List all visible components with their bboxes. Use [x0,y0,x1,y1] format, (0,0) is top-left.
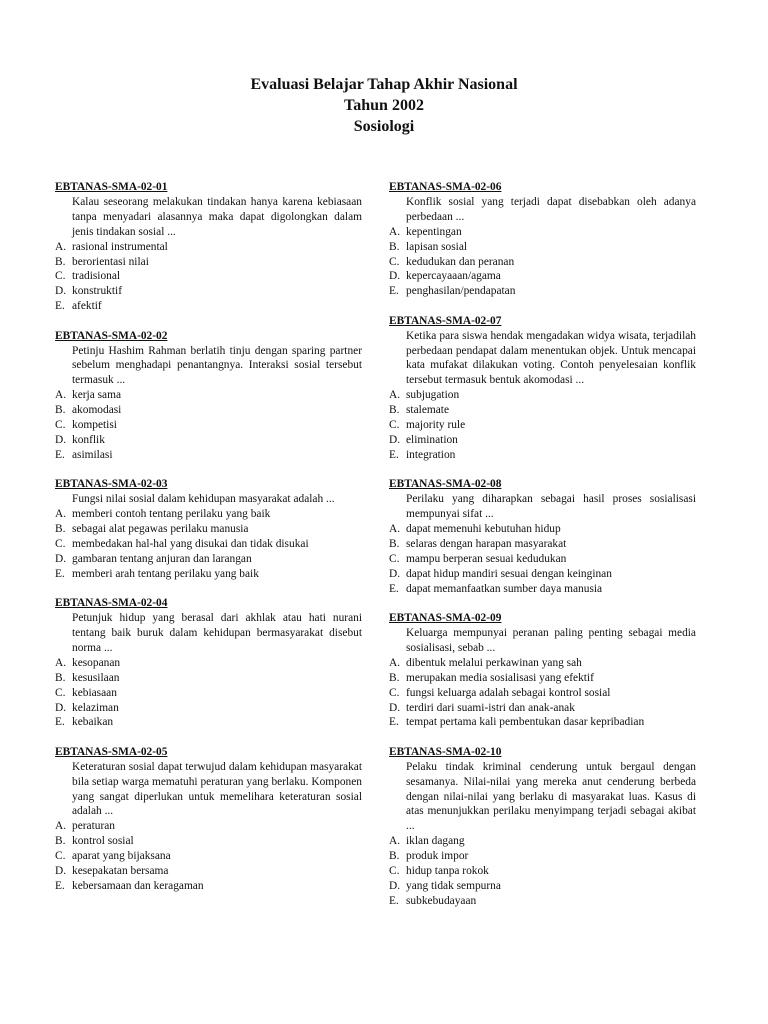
question-id: EBTANAS-SMA-02-09 [389,612,502,625]
answer-option [55,879,362,894]
option-letter: B. [55,255,66,268]
question-text: Petinju Hashim Rahman berlatih tinju dengan sparing partner sebelum menghadapi penantangnya. Interaksi sosial tersebut termasuk ... [72,344,362,387]
answer-option [55,403,362,418]
option-text: dibentuk melalui perkawinan yang sah [406,656,582,669]
option-text: kepercayaaan/agama [406,270,501,283]
option-text: kelaziman [72,701,119,714]
answer-options [389,225,696,300]
option-text: memberi contoh tentang perilaku yang baik [72,508,271,521]
answer-option [389,537,696,552]
question-text: Keluarga mempunyai peranan paling penting sebagai media sosialisasi, sebab ... [406,626,696,654]
answer-option [55,522,362,537]
option-text: memberi arah tentang perilaku yang baik [72,567,259,580]
answer-option [389,701,696,716]
answer-option [389,388,696,403]
option-letter: D. [389,434,401,446]
answer-option [55,552,362,567]
question-text: Fungsi nilai sosial dalam kehidupan masyarakat adalah ... [72,493,335,506]
option-text: kedudukan dan peranan [406,255,515,268]
answer-option [55,255,362,270]
option-text: berorientasi nilai [72,255,149,268]
option-text: sebagai alat pegawas perilaku manusia [72,523,249,536]
option-text: kebaikan [72,716,114,729]
answer-option [55,701,362,716]
option-letter: E. [55,448,65,461]
option-text: kesopanan [72,656,121,669]
option-letter: B. [389,671,400,684]
option-letter: C. [55,686,66,699]
answer-option [389,879,696,894]
option-text: produk impor [406,850,469,863]
question-id: EBTANAS-SMA-02-08 [389,478,502,491]
option-text: kebersamaan dan keragaman [72,879,204,892]
answer-option [55,269,362,284]
option-text: terdiri dari suami-istri dan anak-anak [406,701,575,714]
answer-options [389,656,696,731]
option-text: stalemate [406,404,450,417]
option-letter: A. [389,835,401,848]
answer-option [389,834,696,849]
option-text: kepentingan [406,225,462,238]
option-letter: C. [389,865,400,878]
answer-option [55,849,362,864]
answer-option [389,849,696,864]
option-text: asimilasi [72,448,113,461]
answer-option [55,388,362,403]
title-line-1: Evaluasi Belajar Tahap Akhir Nasional [250,76,518,93]
answer-option [55,448,362,463]
question-text: Ketika para siswa hendak mengadakan widya wisata, terjadilah perbedaan pendapat dalam menentukan objek. Untuk mencapai kata mufakat dilakukan voting. Contoh penyelesaian konflik tersebut termasuk bentuk akomodasi ... [406,329,696,387]
question-block [389,314,696,463]
question-text: Konflik sosial yang terjadi dapat disebabkan oleh adanya perbedaan ... [406,195,696,223]
option-text: integration [406,448,456,461]
option-letter: D. [55,285,67,298]
option-letter: A. [55,508,67,521]
option-text: membedakan hal-hal yang disukai dan tidak disukai [72,537,309,550]
answer-options [389,834,696,909]
answer-option [389,418,696,433]
question-block [389,180,696,299]
option-letter: E. [389,448,399,461]
option-letter: D. [389,879,401,892]
question-id: EBTANAS-SMA-02-06 [389,181,502,193]
page-title [0,74,768,137]
option-letter: A. [389,523,401,536]
option-letter: D. [55,434,67,446]
option-letter: A. [55,656,67,669]
question-block [389,745,696,909]
option-letter: C. [55,419,66,432]
option-letter: C. [389,686,400,699]
option-letter: D. [389,270,401,283]
answer-option [389,255,696,270]
answer-option [55,656,362,671]
question-text: Petunjuk hidup yang berasal dari akhlak atau hati nurani tentang baik buruk dalam kehidupan bermasyarakat disebut norma ... [72,612,362,654]
question-text: Kalau seseorang melakukan tindakan hanya karena kebiasaan tanpa menyadari alasannya maka dapat digolongkan dalam jenis tindakan sosial ... [72,195,362,238]
answer-option [389,864,696,879]
question-block [55,180,362,314]
answer-option [389,686,696,701]
answer-option [389,552,696,567]
option-letter: B. [389,240,400,253]
option-letter: C. [55,850,66,863]
option-text: kesepakatan bersama [72,865,169,878]
option-letter: E. [389,894,399,907]
question-block [389,611,696,730]
question-block [55,329,362,463]
left-column [55,180,362,908]
answer-option [389,448,696,463]
answer-option [55,567,362,582]
option-text: mampu berperan sesuai kedudukan [406,552,567,565]
option-letter: E. [55,567,65,580]
question-block [55,596,362,730]
option-text: subjugation [406,389,460,402]
option-letter: A. [389,389,401,402]
option-text: iklan dagang [406,835,465,848]
answer-option [55,686,362,701]
answer-option [389,240,696,255]
option-text: dapat memanfaatkan sumber daya manusia [406,582,603,595]
option-text: merupakan media sosialisasi yang efektif [406,671,594,684]
answer-option [55,507,362,522]
option-text: majority rule [406,419,466,432]
answer-option [389,225,696,240]
option-letter: C. [55,537,66,550]
answer-option [389,269,696,284]
answer-option [55,819,362,834]
option-letter: B. [389,537,400,550]
question-id: EBTANAS-SMA-02-03 [55,478,168,491]
option-text: dapat hidup mandiri sesuai dengan keinginan [406,567,612,580]
answer-option [389,894,696,909]
question-text: Perilaku yang diharapkan sebagai hasil proses sosialisasi mempunyai sifat ... [406,493,696,521]
option-letter: D. [55,865,67,878]
option-letter: D. [389,567,401,580]
title-line-2: Tahun 2002 [344,97,424,114]
option-text: kontrol sosial [72,835,134,848]
option-text: kompetisi [72,419,117,432]
option-text: peraturan [72,820,116,833]
answer-option [389,284,696,299]
answer-options [55,388,362,463]
option-letter: E. [55,879,65,892]
option-text: kebiasaan [72,686,117,699]
option-letter: B. [55,835,66,848]
option-text: fungsi keluarga adalah sebagai kontrol sosial [406,686,611,699]
option-text: elimination [406,434,458,446]
option-letter: E. [389,285,399,298]
option-text: lapisan sosial [406,240,468,253]
question-id: EBTANAS-SMA-02-04 [55,597,168,610]
option-text: rasional instrumental [72,240,168,253]
answer-option [55,284,362,299]
option-text: subkebudayaan [406,894,477,907]
question-id: EBTANAS-SMA-02-02 [55,329,168,342]
answer-option [389,715,696,730]
answer-option [55,537,362,552]
option-text: aparat yang bijaksana [72,850,171,863]
option-letter: E. [389,582,399,595]
answer-option [55,834,362,849]
option-letter: B. [55,523,66,536]
answer-options [55,819,362,894]
answer-option [389,582,696,597]
option-text: akomodasi [72,404,122,417]
answer-option [55,299,362,314]
option-text: afektif [72,300,102,313]
option-text: kesusilaan [72,671,120,684]
option-text: konflik [72,434,105,446]
option-letter: E. [55,716,65,729]
answer-options [55,507,362,582]
option-text: gambaran tentang anjuran dan larangan [72,552,252,565]
option-text: tradisional [72,270,121,283]
answer-option [389,433,696,448]
answer-options [55,656,362,731]
question-text: Keteraturan sosial dapat terwujud dalam kehidupan masyarakat bila setiap warga mematuhi peraturan yang berlaku. Komponen yang sangat diperlukan untuk memelihara keteraturan sosial adalah ... [72,760,362,818]
option-letter: E. [389,716,399,729]
option-text: dapat memenuhi kebutuhan hidup [406,523,561,536]
option-text: tempat pertama kali pembentukan dasar kepribadian [406,716,645,729]
option-text: yang tidak sempurna [406,879,501,892]
question-id: EBTANAS-SMA-02-10 [389,745,502,758]
option-letter: D. [55,552,67,565]
option-letter: A. [55,389,67,402]
answer-option [55,418,362,433]
answer-option [389,671,696,686]
option-letter: B. [389,404,400,417]
option-letter: C. [389,419,400,432]
answer-option [55,671,362,686]
option-letter: A. [389,656,401,669]
answer-option [55,433,362,448]
option-text: penghasilan/pendapatan [406,285,516,298]
answer-option [55,715,362,730]
question-id: EBTANAS-SMA-02-07 [389,314,502,327]
option-letter: C. [389,255,400,268]
answer-option [389,567,696,582]
option-text: selaras dengan harapan masyarakat [406,537,567,550]
answer-option [389,656,696,671]
option-letter: C. [55,270,66,283]
right-column [389,180,696,923]
option-text: konstruktif [72,285,122,298]
question-block [389,477,696,596]
question-text: Pelaku tindak kriminal cenderung untuk bergaul dengan sesamanya. Nilai-nilai yang mereka anut cenderung berbeda dengan nilai-nilai yang berlaku di masyarakat luas. Kasus di atas menunjukkan perilaku menyimpang terjadi sebagai akibat ... [406,760,696,833]
question-id: EBTANAS-SMA-02-01 [55,181,168,193]
answer-options [55,240,362,315]
answer-option [389,522,696,537]
option-letter: D. [55,701,67,714]
answer-option [55,864,362,879]
option-letter: B. [55,404,66,417]
option-letter: B. [55,671,66,684]
answer-option [55,240,362,255]
option-letter: B. [389,850,400,863]
option-letter: D. [389,701,401,714]
answer-options [389,388,696,463]
question-block [55,745,362,894]
title-line-3: Sosiologi [353,118,415,135]
answer-option [389,403,696,418]
option-letter: E. [55,300,65,313]
option-text: kerja sama [72,389,122,402]
question-id: EBTANAS-SMA-02-05 [55,745,168,758]
answer-options [389,522,696,597]
option-letter: A. [55,820,67,833]
option-letter: A. [55,240,67,253]
option-letter: C. [389,552,400,565]
option-text: hidup tanpa rokok [406,865,489,878]
question-block [55,477,362,581]
option-letter: A. [389,225,401,238]
